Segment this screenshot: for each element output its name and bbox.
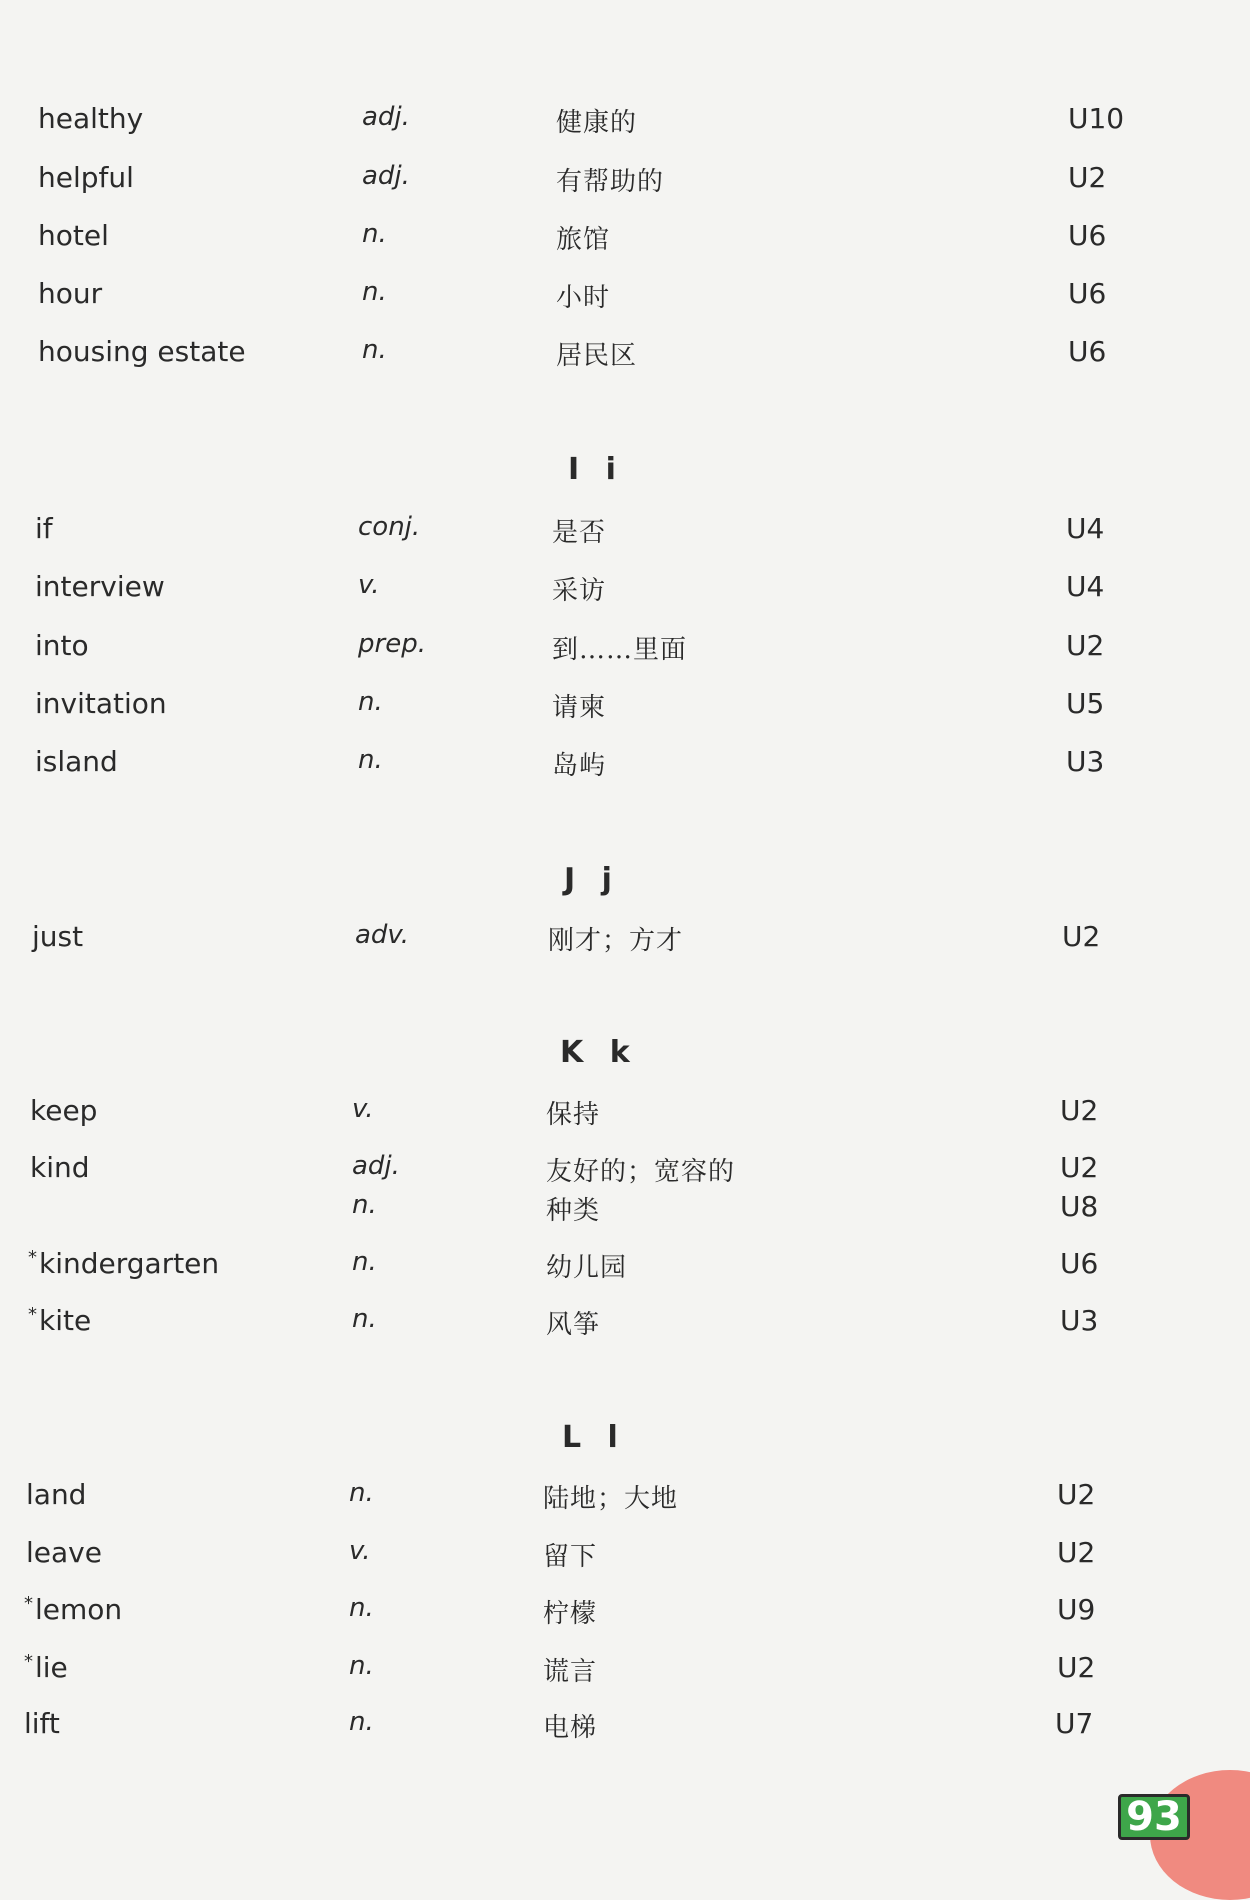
entry-word: if — [35, 512, 53, 545]
entry-meaning: 到……里面 — [552, 635, 688, 665]
entry-unit: U2 — [1057, 1536, 1096, 1569]
entry-pos: n. — [362, 219, 387, 249]
entry-pos: n. — [349, 1478, 374, 1508]
entry-word — [28, 1304, 91, 1337]
entry-pos: adv. — [355, 920, 409, 950]
entry-row — [0, 920, 1250, 960]
entry-word — [28, 1247, 219, 1280]
entry-unit: U6 — [1068, 277, 1107, 310]
entry-unit: U4 — [1066, 512, 1105, 545]
entry-pos: v. — [352, 1094, 374, 1124]
entry-word: housing estate — [38, 335, 246, 368]
entry-row — [0, 277, 1250, 317]
entry-pos: n. — [349, 1651, 374, 1681]
entry-unit: U6 — [1068, 219, 1107, 252]
entry-pos: v. — [358, 570, 380, 600]
entry-meaning: 采访 — [552, 576, 607, 606]
entry-word: kind — [30, 1151, 90, 1184]
entry-word: keep — [30, 1094, 98, 1127]
entry-unit: U3 — [1066, 745, 1105, 778]
entry-pos: n. — [362, 277, 387, 307]
entry-meaning: 是否 — [552, 518, 607, 548]
entry-meaning: 健康的 — [556, 108, 638, 138]
entry-row — [0, 335, 1250, 375]
page-number: 93 — [1118, 1794, 1190, 1840]
entry-row — [0, 219, 1250, 259]
optional-star-mark: * — [24, 1651, 33, 1672]
entry-pos: prep. — [358, 629, 426, 659]
entry-row — [0, 1536, 1250, 1576]
optional-star-mark: * — [28, 1247, 37, 1268]
entry-pos: n. — [349, 1593, 374, 1623]
entry-pos: n. — [358, 687, 383, 717]
entry-row — [0, 1304, 1250, 1344]
entry-pos: n. — [358, 745, 383, 775]
entry-meaning: 柠檬 — [543, 1599, 598, 1629]
entry-meaning: 保持 — [546, 1100, 601, 1130]
entry-row — [0, 1094, 1250, 1134]
entry-word: interview — [35, 570, 165, 603]
entry-row — [0, 1247, 1250, 1287]
entry-meaning: 请柬 — [552, 693, 607, 723]
entry-meaning: 种类 — [546, 1196, 601, 1226]
entry-unit: U2 — [1057, 1478, 1096, 1511]
entry-row — [0, 161, 1250, 201]
entry-unit: U4 — [1066, 570, 1105, 603]
entry-row — [0, 629, 1250, 669]
entry-meaning: 谎言 — [543, 1657, 598, 1687]
entry-meaning: 友好的；宽容的 — [546, 1157, 736, 1187]
entry-meaning: 刚才；方才 — [548, 926, 684, 956]
entry-unit: U2 — [1068, 161, 1107, 194]
entry-row — [0, 570, 1250, 610]
entry-unit: U9 — [1057, 1593, 1096, 1626]
entry-word: just — [32, 920, 84, 953]
entry-word: hotel — [38, 219, 109, 252]
optional-star-mark: * — [24, 1593, 33, 1614]
entry-pos: adj. — [362, 161, 410, 191]
section-letter-heading: I i — [568, 452, 624, 487]
entry-unit: U2 — [1066, 629, 1105, 662]
entry-word: land — [26, 1478, 87, 1511]
entry-word — [24, 1593, 122, 1626]
entry-pos: n. — [352, 1190, 377, 1220]
entry-meaning: 幼儿园 — [546, 1253, 628, 1283]
entry-word: invitation — [35, 687, 167, 720]
entry-row — [0, 687, 1250, 727]
entry-meaning: 岛屿 — [552, 751, 607, 781]
entry-unit: U2 — [1060, 1094, 1099, 1127]
entry-row — [0, 1151, 1250, 1191]
entry-row — [0, 1593, 1250, 1633]
entry-row — [0, 1707, 1250, 1747]
entry-meaning: 留下 — [543, 1542, 598, 1572]
entry-word: hour — [38, 277, 103, 310]
entry-pos: n. — [349, 1707, 374, 1737]
entry-pos: adj. — [352, 1151, 400, 1181]
entry-unit: U2 — [1062, 920, 1101, 953]
entry-meaning: 有帮助的 — [556, 167, 665, 197]
entry-row — [0, 1478, 1250, 1518]
entry-pos: n. — [362, 335, 387, 365]
entry-unit: U5 — [1066, 687, 1105, 720]
entry-word: lift — [24, 1707, 60, 1740]
entry-row — [0, 512, 1250, 552]
entry-unit: U10 — [1068, 102, 1125, 135]
entry-row — [0, 1190, 1250, 1230]
entry-meaning: 陆地；大地 — [543, 1484, 679, 1514]
entry-row — [0, 102, 1250, 142]
entry-unit: U6 — [1060, 1247, 1099, 1280]
entry-pos: n. — [352, 1247, 377, 1277]
entry-unit: U8 — [1060, 1190, 1099, 1223]
entry-unit: U7 — [1055, 1707, 1094, 1740]
entry-pos: n. — [352, 1304, 377, 1334]
entry-word: healthy — [38, 102, 144, 135]
entry-word — [24, 1651, 68, 1684]
entry-row — [0, 745, 1250, 785]
entry-pos: v. — [349, 1536, 371, 1566]
entry-meaning: 居民区 — [556, 341, 638, 371]
entry-unit: U2 — [1060, 1151, 1099, 1184]
entry-word-text: kite — [39, 1304, 92, 1337]
entry-unit: U6 — [1068, 335, 1107, 368]
entry-meaning: 风筝 — [546, 1310, 601, 1340]
entry-word: helpful — [38, 161, 134, 194]
entry-word: into — [35, 629, 89, 662]
entry-row — [0, 1651, 1250, 1691]
entry-word-text: lie — [35, 1651, 68, 1684]
entry-unit: U2 — [1057, 1651, 1096, 1684]
entry-meaning: 小时 — [556, 283, 611, 313]
entry-unit: U3 — [1060, 1304, 1099, 1337]
entry-meaning: 电梯 — [543, 1713, 598, 1743]
section-letter-heading: J j — [564, 862, 620, 897]
entry-word: island — [35, 745, 118, 778]
optional-star-mark: * — [28, 1304, 37, 1325]
entry-word-text: kindergarten — [39, 1247, 220, 1280]
entry-pos: adj. — [362, 102, 410, 132]
entry-word-text: lemon — [35, 1593, 123, 1626]
section-letter-heading: L l — [562, 1420, 626, 1455]
section-letter-heading: K k — [560, 1035, 638, 1070]
entry-meaning: 旅馆 — [556, 225, 611, 255]
entry-word: leave — [26, 1536, 102, 1569]
entry-pos: conj. — [358, 512, 421, 542]
